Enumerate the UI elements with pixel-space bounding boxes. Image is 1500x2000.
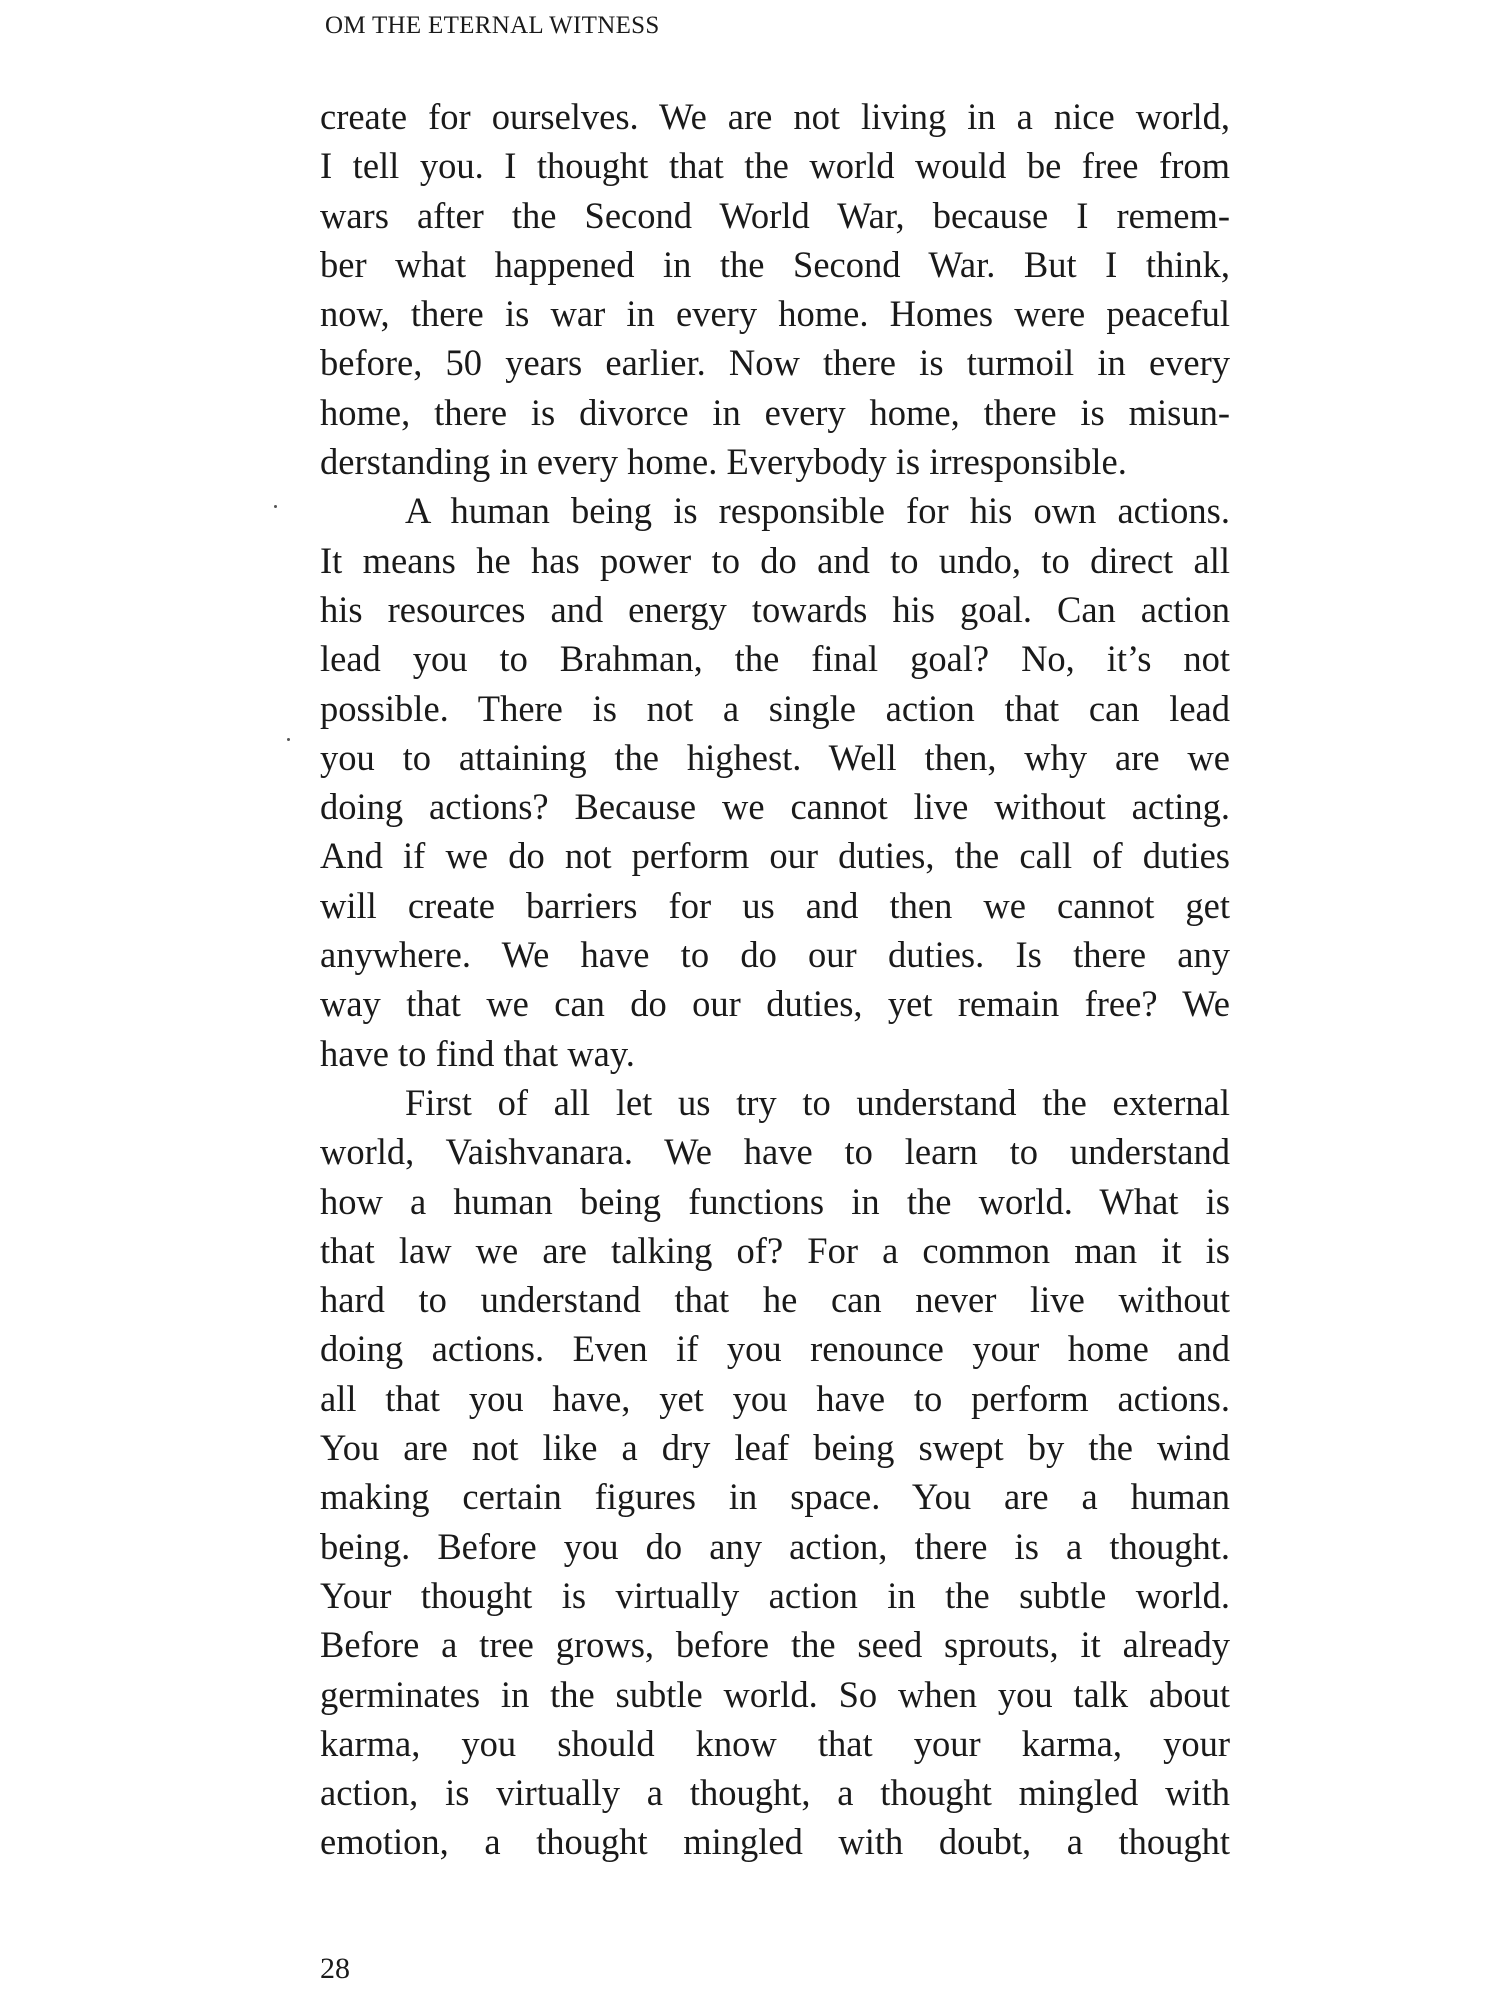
text-line: I tell you. I thought that the world would be free from [320,145,1230,187]
text-line: anywhere. We have to do our duties. Is there any [320,934,1230,976]
scan-speck [287,738,290,741]
text-line: way that we can do our duties, yet remain free? We [320,983,1230,1025]
text-line: now, there is war in every home. Homes were peaceful [320,293,1230,335]
text-line: emotion, a thought mingled with doubt, a thought [320,1821,1230,1863]
text-line: create for ourselves. We are not living in a nice world, [320,96,1230,137]
text-line: derstanding in every home. Everybody is irresponsible. [320,441,1127,483]
text-line: You are not like a dry leaf being swept by the wind [320,1427,1230,1469]
text-line: And if we do not perform our duties, the call of duties [320,835,1230,877]
text-line: ber what happened in the Second War. But I think, [320,243,1230,285]
text-line: First of all let us try to understand the external [405,1081,1230,1123]
text-line: before, 50 years earlier. Now there is turmoil in every [320,342,1230,384]
text-line: karma, you should know that your karma, your [320,1722,1230,1764]
text-line: hard to understand that he can never live without [320,1279,1230,1321]
text-line: doing actions? Because we cannot live without acting. [320,786,1230,828]
text-line: doing actions. Even if you renounce your home and [320,1328,1230,1370]
paragraph [320,1078,1230,1867]
text-line: all that you have, yet you have to perform actions. [320,1377,1230,1419]
text-line: will create barriers for us and then we cannot get [320,884,1230,926]
body-text [320,92,1230,1867]
text-line: have to find that way. [320,1032,635,1074]
page-number: 28 [320,1952,350,1985]
text-line: being. Before you do any action, there is a thought. [320,1525,1230,1567]
text-line: wars after the Second World War, because I remem- [320,194,1230,236]
text-line: It means he has power to do and to undo, to direct all [320,539,1230,581]
text-line: Before a tree grows, before the seed sprouts, it already [320,1624,1230,1666]
running-head: OM THE ETERNAL WITNESS [325,12,660,39]
text-line: home, there is divorce in every home, there is misun- [320,391,1230,433]
text-line: A human being is responsible for his own actions. [405,490,1230,532]
text-line: possible. There is not a single action that can lead [320,687,1230,729]
text-line: germinates in the subtle world. So when you talk about [320,1673,1230,1715]
paragraph [320,486,1230,1078]
paragraph [320,92,1230,486]
text-line: that law we are talking of? For a common man it is [320,1229,1230,1271]
text-line: world, Vaishvanara. We have to learn to understand [320,1131,1230,1173]
text-line: how a human being functions in the world. What is [320,1180,1230,1222]
text-line: his resources and energy towards his goal. Can action [320,588,1230,630]
text-line: lead you to Brahman, the final goal? No, it’s not [320,638,1230,680]
scan-speck [274,505,277,508]
text-line: making certain figures in space. You are a human [320,1476,1230,1518]
text-line: action, is virtually a thought, a thought mingled with [320,1772,1230,1814]
text-line: Your thought is virtually action in the subtle world. [320,1574,1230,1616]
text-line: you to attaining the highest. Well then, why are we [320,736,1230,778]
